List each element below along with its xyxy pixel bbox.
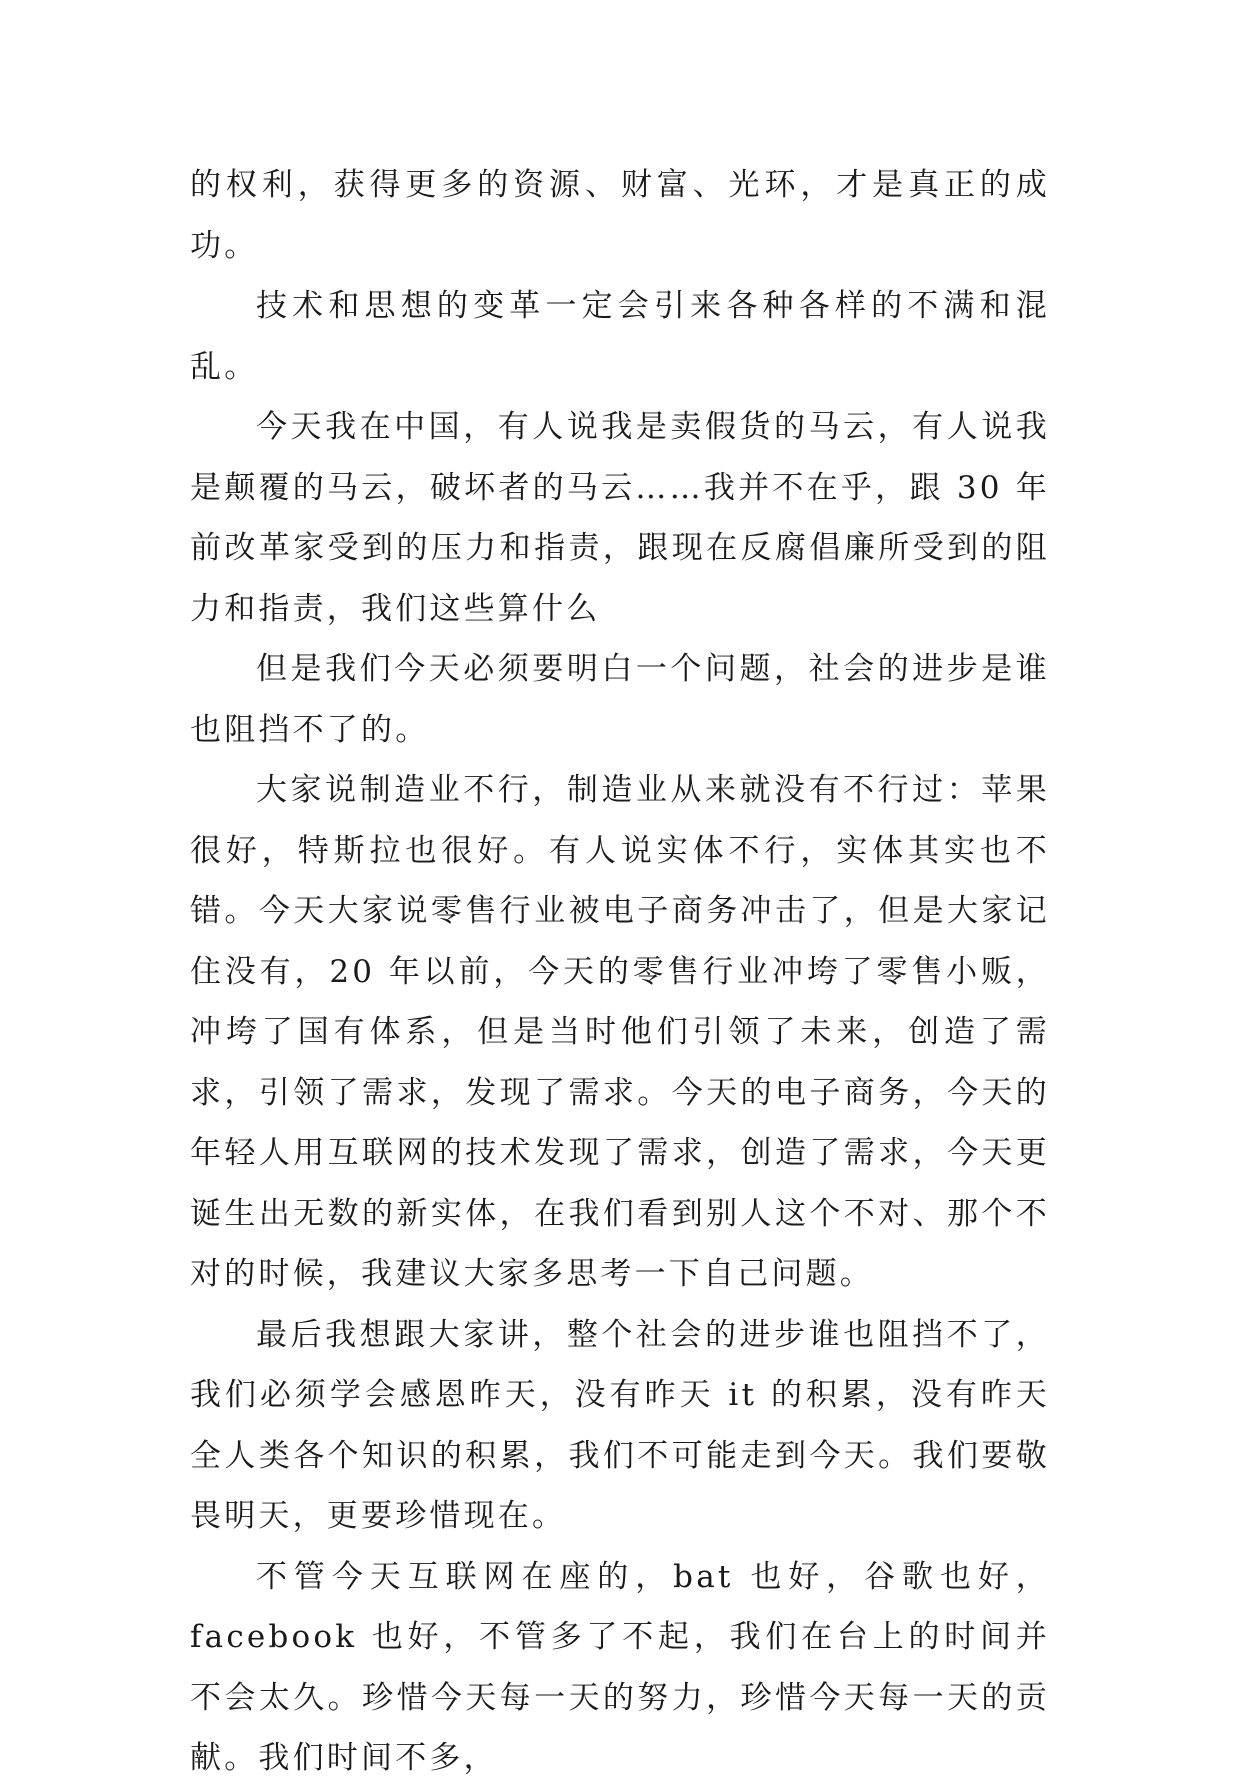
paragraph-7: 不管今天互联网在座的，bat 也好，谷歌也好，facebook 也好，不管多了不起，我们在台上的时间并不会太久。珍惜今天每一天的努力，珍惜今天每一天的贡献。我们时间不多， [190,1558,1050,1776]
paragraph-5: 大家说制造业不行，制造业从来就没有不行过：苹果很好，特斯拉也很好。有人说实体不行，实体其实也不错。今天大家说零售行业被电子商务冲击了，但是大家记住没有，20 年以前，今天的零售行业冲垮了零售小贩，冲垮了国有体系，但是当时他们引领了未来，创造了需求，引领了需求，发现了需求。今天的电子商务，今天的年轻人用互联网的技术发现了需求，创造了需求，今天更诞生出无数的新实体，在我们看到别人这个不对、那个不对的时候，我建议大家多思考一下自己问题。 [190,772,1050,1292]
paragraph-2: 技术和思想的变革一定会引来各种各样的不满和混乱。 [190,288,1050,385]
paragraph-6: 最后我想跟大家讲，整个社会的进步谁也阻挡不了，我们必须学会感恩昨天，没有昨天 it 的积累，没有昨天全人类各个知识的积累，我们不可能走到今天。我们要敬畏明天，更要珍惜现在。 [190,1316,1050,1534]
paragraph-3: 今天我在中国，有人说我是卖假货的马云，有人说我是颠覆的马云，破坏者的马云……我并不在乎，跟 30 年前改革家受到的压力和指责，跟现在反腐倡廉所受到的阻力和指责，我们这些算什么 [190,409,1050,627]
paragraph-1: 的权利，获得更多的资源、财富、光环，才是真正的成功。 [190,167,1050,264]
paragraph-4: 但是我们今天必须要明白一个问题，社会的进步是谁也阻挡不了的。 [190,651,1050,748]
document-body [190,155,1050,1789]
